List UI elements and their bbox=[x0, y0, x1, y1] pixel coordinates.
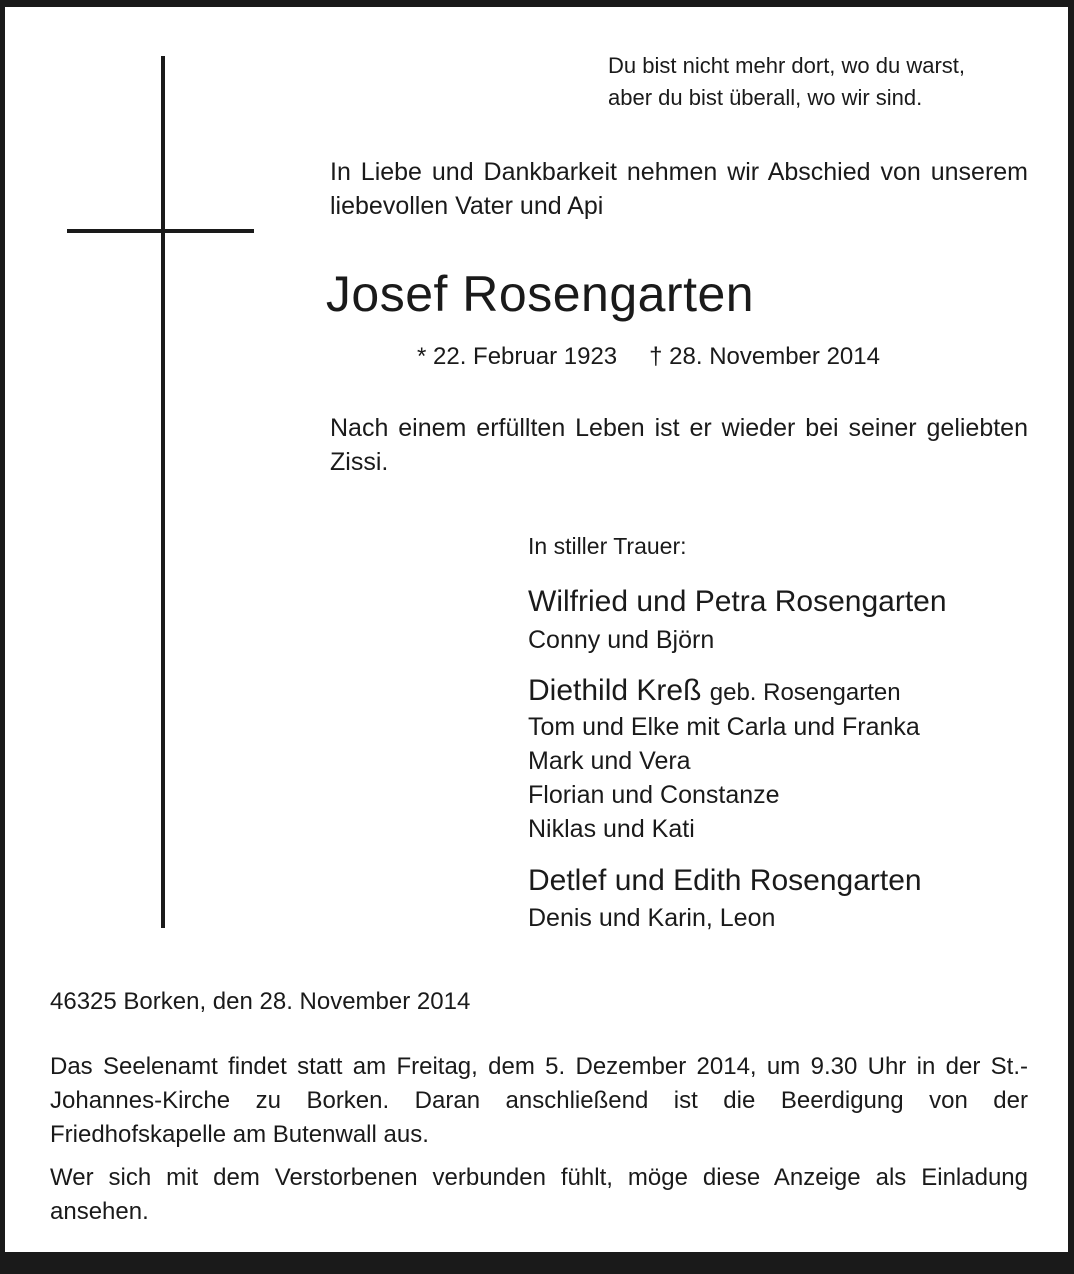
birth-date: * 22. Februar 1923 bbox=[417, 343, 618, 370]
family-name-suffix: geb. Rosengarten bbox=[709, 679, 901, 706]
family-name: Detlef und Edith Rosengarten bbox=[528, 864, 922, 897]
verse-line: aber du bist überall, wo wir sind. bbox=[608, 85, 923, 110]
family-member: Denis und Karin, Leon bbox=[528, 904, 776, 932]
mourners-heading: In stiller Trauer: bbox=[528, 533, 687, 559]
intro-text: In Liebe und Dankbarkeit nehmen wir Abschied von unserem liebevollen Vater und Api bbox=[330, 158, 1028, 220]
life-dates bbox=[417, 340, 880, 374]
deceased-name: Josef Rosengarten bbox=[325, 266, 755, 322]
family-member: Conny und Björn bbox=[528, 626, 715, 654]
invitation-text: Wer sich mit dem Verstorbenen verbunden fühlt, möge diese Anzeige als Einladung ansehen. bbox=[50, 1164, 1028, 1225]
family-name: Wilfried und Petra Rosengarten bbox=[528, 585, 947, 618]
service-info: Das Seelenamt findet statt am Freitag, dem 5. Dezember 2014, um 9.30 Uhr in der St.-Johannes-Kirche zu Borken. Daran anschließend ist die Beerdigung von der Friedhofskapelle am Butenwall aus. bbox=[50, 1053, 1028, 1148]
family-member: Niklas und Kati bbox=[528, 815, 695, 843]
family-member: Tom und Elke mit Carla und Franka bbox=[528, 713, 920, 741]
family-member: Florian und Constanze bbox=[528, 781, 780, 809]
death-date: † 28. November 2014 bbox=[649, 343, 880, 370]
family-name-line bbox=[528, 672, 901, 712]
verse-line: Du bist nicht mehr dort, wo du warst, bbox=[608, 53, 966, 78]
place-date: 46325 Borken, den 28. November 2014 bbox=[50, 988, 471, 1015]
cross-icon-horizontal bbox=[67, 229, 254, 233]
family-name: Diethild Kreß bbox=[528, 674, 702, 707]
remembrance-note: Nach einem erfüllten Leben ist er wieder bei seiner geliebten Zissi. bbox=[330, 414, 1028, 476]
cross-icon-vertical bbox=[161, 56, 165, 928]
verse bbox=[608, 50, 965, 114]
family-member: Mark und Vera bbox=[528, 747, 691, 775]
publication-footer: Erschienen am 02.12.2014 © Verlag J. Mergelsberg GmbH bbox=[9, 1237, 297, 1249]
